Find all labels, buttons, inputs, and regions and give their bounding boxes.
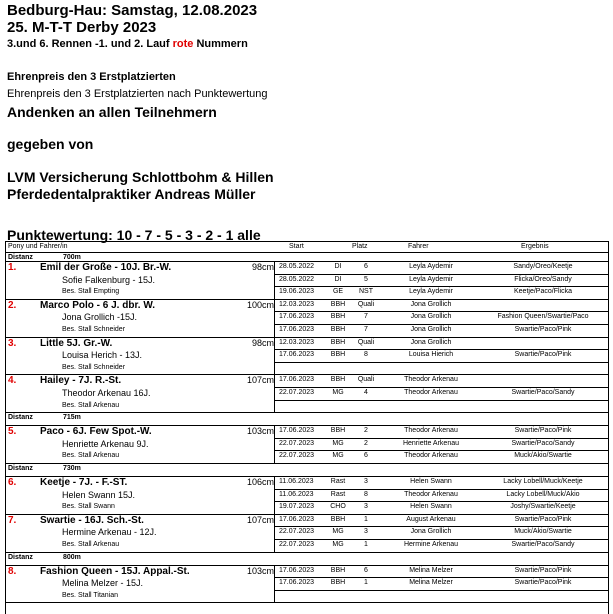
result-platz: 5 (364, 275, 368, 283)
entry-number: 4. (8, 375, 17, 387)
result-platz: Quali (357, 376, 375, 384)
pony-name: Keetje - 7J. - F.-ST. (40, 477, 128, 488)
result-platz: Quali (357, 300, 375, 308)
result-ergebnis: Keetje/Paco/Flicka (514, 288, 572, 296)
result-divider (274, 274, 608, 275)
result-ergebnis: Swartie/Paco/Sandy (511, 541, 575, 548)
result-place: GE (332, 288, 344, 296)
col-header-fahrer: Fahrer (408, 243, 429, 250)
pony-height: 106cm (246, 477, 274, 487)
row-divider (6, 552, 608, 553)
ehrenpreis-line-1: Ehrenpreis den 3 Erstplatzierten (7, 71, 176, 83)
subline-red-word: rote (172, 38, 194, 50)
result-platz: NST (359, 288, 373, 296)
result-platz: 8 (364, 351, 368, 359)
result-place: BBH (330, 427, 346, 435)
result-place: BBH (330, 326, 346, 333)
column-divider (274, 299, 275, 337)
rider-name: Helen Swann 15J. (62, 489, 136, 500)
stable-name: Bes. Stall Swann (62, 503, 115, 511)
result-driver: Theodor Arkenau (404, 490, 458, 498)
entry-number: 6. (8, 477, 17, 488)
result-ergebnis: Swartie/Paco/Pink (514, 579, 572, 587)
result-divider (274, 577, 608, 578)
result-ergebnis: Swartie/Paco/Sandy (511, 389, 575, 396)
result-divider (274, 387, 608, 388)
subline-prefix: 3.und 6. Rennen -1. und 2. Lauf (7, 38, 173, 50)
rider-name: Louisa Herich - 13J. (62, 350, 143, 361)
result-driver: Helen Swann (410, 503, 452, 511)
result-driver: Melina Melzer (409, 566, 453, 574)
result-date: 22.07.2023 (279, 439, 315, 447)
entry-number: 7. (8, 514, 17, 526)
result-driver: Jona Grollich (410, 528, 452, 536)
result-driver: Leyla Aydemir (409, 288, 453, 296)
distance-label: Distanz (8, 553, 33, 561)
rider-name: Melina Melzer - 15J. (62, 578, 144, 589)
title-line-2: 25. M-T-T Derby 2023 (7, 19, 157, 36)
result-ergebnis: Swartie/Paco/Pink (514, 427, 572, 435)
result-place: MG (332, 389, 344, 396)
result-platz: 1 (364, 515, 368, 523)
result-divider (274, 400, 608, 401)
result-ergebnis: Sandy/Oreo/Keetje (513, 263, 573, 270)
col-header-start: Start (289, 243, 304, 250)
result-date: 11.06.2023 (279, 478, 314, 485)
pony-height: 98cm (251, 262, 274, 272)
result-place: CHO (330, 503, 346, 511)
result-driver: Leyla Aydemir (409, 263, 453, 270)
result-ergebnis: Muck/Akio/Swartie (514, 528, 572, 536)
andenken-line: Andenken an allen Teilnehmern (7, 104, 217, 120)
result-platz: 6 (364, 452, 368, 460)
column-divider (274, 425, 275, 463)
column-divider (274, 337, 275, 375)
row-divider (6, 412, 608, 413)
entry-number: 2. (8, 299, 17, 311)
result-date: 22.07.2023 (279, 452, 315, 460)
col-header-ergebnis: Ergebnis (521, 243, 549, 250)
stable-name: Bes. Stall Titanian (62, 591, 119, 599)
result-ergebnis: Swartie/Paco/Pink (514, 351, 572, 359)
result-divider (274, 590, 608, 591)
row-divider (6, 252, 608, 253)
result-place: MG (332, 452, 344, 460)
result-platz: 2 (364, 427, 368, 435)
distance-label: Distanz (8, 414, 33, 422)
result-platz: 7 (364, 313, 368, 321)
result-ergebnis: Swartie/Paco/Pink (514, 326, 572, 333)
result-place: BBH (330, 579, 346, 587)
stable-name: Bes. Stall Empting (62, 288, 120, 296)
rider-name: Sofie Falkenburg - 15J. (62, 274, 156, 285)
row-divider (6, 602, 608, 603)
result-ergebnis: Muck/Akio/Swartie (514, 452, 572, 460)
col-header-pony: Pony und Fahrer/in (8, 243, 68, 250)
subline-suffix: Nummern (193, 38, 248, 50)
result-platz: 1 (364, 579, 368, 587)
result-driver: Melina Melzer (409, 579, 453, 587)
result-date: 12.03.2023 (279, 338, 315, 346)
pony-name: Little 5J. Gr.-W. (40, 337, 113, 349)
entry-number: 3. (8, 337, 17, 349)
ehrenpreis-line-2: Ehrenpreis den 3 Erstplatzierten nach Punktewertung (7, 88, 268, 100)
result-date: 12.03.2023 (279, 300, 315, 308)
rider-name: Jona Grollich -15J. (62, 312, 138, 323)
result-divider (274, 324, 608, 325)
pony-height: 107cm (246, 375, 274, 386)
result-place: BBH (330, 351, 346, 359)
pony-height: 103cm (246, 565, 274, 576)
result-platz: 6 (364, 263, 368, 270)
pony-height: 98cm (251, 337, 274, 348)
result-ergebnis: Swartie/Paco/Pink (514, 515, 572, 523)
stable-name: Bes. Stall Arkenau (62, 452, 120, 460)
result-place: MG (332, 528, 344, 536)
distance-value: 715m (63, 414, 81, 422)
result-driver: Theodor Arkenau (404, 389, 458, 396)
result-date: 22.07.2023 (279, 541, 315, 548)
result-date: 22.07.2023 (279, 389, 315, 396)
punktewertung-line: Punktewertung: 10 - 7 - 5 - 3 - 2 - 1 alle (7, 227, 261, 243)
pony-height: 103cm (246, 426, 274, 437)
result-place: BBH (330, 566, 346, 574)
result-place: DI (334, 263, 342, 270)
stable-name: Bes. Stall Schneider (62, 363, 126, 371)
stable-name: Bes. Stall Arkenau (62, 541, 120, 548)
result-driver: Helen Swann (410, 478, 452, 485)
column-divider (274, 261, 275, 299)
entry-number: 1. (8, 262, 17, 273)
result-date: 22.07.2023 (279, 528, 315, 536)
result-platz: 8 (364, 490, 368, 498)
result-driver: Louisa Hierich (408, 351, 454, 359)
result-place: MG (332, 541, 344, 548)
result-place: BBH (330, 313, 346, 321)
result-divider (274, 450, 608, 451)
result-place: MG (332, 439, 344, 447)
result-driver: Henriette Arkenau (402, 439, 460, 447)
result-divider (274, 539, 608, 540)
result-driver: Jona Grollich (410, 313, 452, 321)
result-platz: 1 (364, 541, 368, 548)
result-date: 17.06.2023 (279, 351, 315, 359)
column-divider (274, 374, 275, 412)
result-date: 11.06.2023 (279, 490, 314, 498)
pony-height: 100cm (246, 299, 274, 310)
distance-label: Distanz (8, 465, 33, 472)
result-date: 17.06.2023 (279, 427, 315, 435)
pony-name: Fashion Queen - 15J. Appal.-St. (40, 565, 190, 577)
result-divider (274, 438, 608, 439)
result-platz: 3 (364, 478, 368, 485)
result-ergebnis: Lacky Lobell/Muck/Akio (506, 490, 580, 498)
result-date: 17.06.2023 (279, 313, 315, 321)
entry-number: 5. (8, 426, 17, 438)
distance-value: 800m (63, 553, 81, 561)
result-driver: Jona Grollich (410, 338, 452, 346)
result-platz: 2 (364, 439, 368, 447)
result-ergebnis: Fashion Queen/Swartie/Paco (497, 313, 589, 321)
pony-name: Marco Polo - 6 J. dbr. W. (40, 299, 156, 311)
pony-name: Paco - 6J. Few Spot.-W. (40, 426, 152, 438)
result-driver: Leyla Aydemir (409, 275, 453, 283)
sponsor-line-2: Pferdedentalpraktiker Andreas Müller (7, 186, 256, 202)
row-divider (6, 463, 608, 464)
col-header-platz: Platz (352, 243, 368, 250)
result-platz: 3 (364, 528, 368, 536)
pony-name: Hailey - 7J. R.-St. (40, 375, 122, 387)
result-driver: Theodor Arkenau (404, 427, 458, 435)
result-divider (274, 286, 608, 287)
result-date: 17.06.2023 (279, 515, 315, 523)
result-date: 19.07.2023 (279, 503, 315, 511)
result-driver: Jona Grollich (410, 300, 452, 308)
result-date: 19.06.2023 (279, 288, 315, 296)
stable-name: Bes. Stall Arkenau (62, 401, 120, 409)
result-place: BBH (330, 300, 346, 308)
distance-label: Distanz (8, 254, 33, 261)
result-driver: Jona Grollich (410, 326, 452, 333)
gegeben-von-line: gegeben von (7, 136, 94, 152)
rider-name: Hermine Arkenau - 12J. (62, 527, 157, 538)
result-date: 17.06.2023 (279, 376, 315, 384)
result-platz: 3 (364, 503, 368, 511)
result-divider (274, 311, 608, 312)
result-date: 17.06.2023 (279, 326, 315, 333)
pony-name: Swartie - 16J. Sch.-St. (40, 514, 144, 526)
result-divider (274, 501, 608, 502)
result-platz: 6 (364, 566, 368, 574)
result-ergebnis: Swartie/Paco/Sandy (511, 439, 575, 447)
distance-value: 730m (63, 465, 81, 472)
stable-name: Bes. Stall Schneider (62, 326, 126, 333)
result-place: BBH (330, 338, 346, 346)
result-place: Rast (330, 478, 346, 485)
result-date: 28.05.2022 (279, 275, 315, 283)
sponsor-line-1: LVM Versicherung Schlottbohm & Hillen (7, 169, 274, 185)
result-platz: Quali (357, 338, 375, 346)
result-place: BBH (330, 515, 346, 523)
title-line-1: Bedburg-Hau: Samstag, 12.08.2023 (7, 2, 258, 19)
result-divider (274, 489, 608, 490)
result-divider (274, 349, 608, 350)
result-place: Rast (330, 490, 346, 498)
result-driver: Theodor Arkenau (404, 376, 458, 384)
result-ergebnis: Flicka/Oreo/Sandy (514, 275, 572, 283)
results-table (5, 241, 609, 614)
pony-height: 107cm (246, 514, 274, 525)
result-driver: August Arkenau (406, 515, 456, 523)
race-subline (7, 38, 248, 50)
distance-value: 700m (63, 254, 81, 261)
rider-name: Henriette Arkenau 9J. (62, 438, 149, 449)
result-ergebnis: Swartie/Paco/Pink (514, 566, 572, 574)
result-place: DI (334, 275, 342, 283)
result-ergebnis: Lacky Lobell/Muck/Keetje (503, 478, 583, 485)
result-driver: Hermine Arkenau (403, 541, 459, 548)
pony-name: Emil der Große - 10J. Br.-W. (40, 262, 172, 273)
result-date: 17.06.2023 (279, 566, 315, 574)
result-divider (274, 362, 608, 363)
result-ergebnis: Joshy/Swartie/Keetje (510, 503, 576, 511)
result-driver: Theodor Arkenau (404, 452, 458, 460)
result-divider (274, 526, 608, 527)
rider-name: Theodor Arkenau 16J. (62, 388, 151, 398)
column-divider (274, 514, 275, 552)
entry-number: 8. (8, 565, 17, 577)
result-date: 17.06.2023 (279, 579, 315, 587)
column-divider (274, 476, 275, 514)
result-date: 28.05.2022 (279, 263, 315, 270)
column-divider (274, 565, 275, 603)
result-platz: 4 (364, 389, 368, 396)
result-place: BBH (330, 376, 346, 384)
result-platz: 7 (364, 326, 368, 333)
